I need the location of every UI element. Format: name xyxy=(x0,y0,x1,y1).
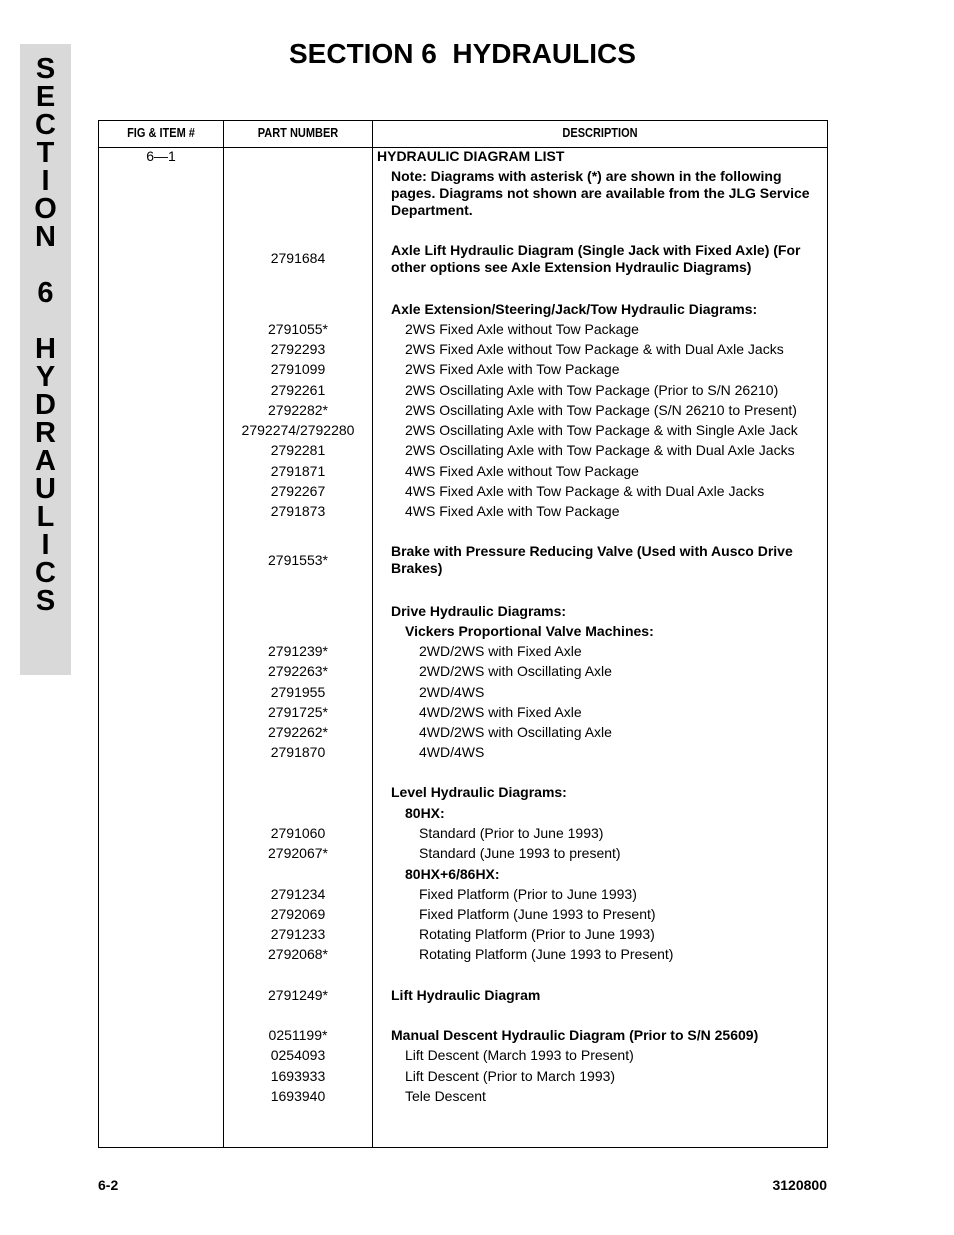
section-side-tab xyxy=(20,44,71,675)
part-number-cell: 2792262* xyxy=(268,724,328,740)
part-number-cell: 2791870 xyxy=(270,744,326,760)
part-number-cell: 2791099 xyxy=(270,361,326,377)
part-number-cell: 2791234 xyxy=(270,886,326,902)
part-number-cell: 2792267 xyxy=(270,483,326,499)
part-number-cell: 2791239* xyxy=(268,643,328,659)
part-number-cell: 2791684 xyxy=(270,250,326,266)
description-cell: Level Hydraulic Diagrams: xyxy=(391,784,567,800)
part-number-cell: 2792274/2792280 xyxy=(241,422,355,438)
side-tab-letter: N xyxy=(35,221,56,253)
side-tab-letter xyxy=(20,250,71,280)
description-cell: 80HX+6/86HX: xyxy=(405,866,500,882)
description-cell: Standard (June 1993 to present) xyxy=(419,845,621,861)
side-tab-letter: S xyxy=(35,585,56,617)
description-cell: Rotating Platform (June 1993 to Present) xyxy=(419,946,674,962)
description-cell: 2WD/2WS with Fixed Axle xyxy=(419,643,582,659)
description-cell: 2WS Oscillating Axle with Tow Package (Prior to S/N 26210) xyxy=(405,382,779,398)
description-cell: Fixed Platform (Prior to June 1993) xyxy=(419,886,637,902)
description-cell: 4WD/2WS with Fixed Axle xyxy=(419,704,582,720)
description-cell: Drive Hydraulic Diagrams: xyxy=(391,603,567,619)
description-cell: 4WS Fixed Axle with Tow Package & with Dual Axle Jacks xyxy=(405,483,765,499)
fig-item-cell: 6—1 xyxy=(146,148,176,164)
part-number-cell: 1693933 xyxy=(270,1068,326,1084)
part-number-cell: 2791871 xyxy=(270,463,326,479)
part-number-cell: 2791955 xyxy=(270,684,326,700)
side-tab-letter: R xyxy=(35,417,56,449)
side-tab-letter: I xyxy=(41,165,50,197)
side-tab-letter: Y xyxy=(35,361,56,393)
part-number-cell: 2791553* xyxy=(268,552,328,568)
description-cell: Lift Hydraulic Diagram xyxy=(391,987,541,1003)
part-number-cell: 2791725* xyxy=(268,704,328,720)
part-number-cell: 2792293 xyxy=(270,341,326,357)
description-cell: 2WS Fixed Axle without Tow Package xyxy=(405,321,639,337)
part-number-cell: 2791055* xyxy=(268,321,328,337)
description-cell: 4WD/2WS with Oscillating Axle xyxy=(419,724,612,740)
description-cell: Brake with Pressure Reducing Valve (Used with Ausco Drive Brakes) xyxy=(391,543,793,576)
description-cell: 4WS Fixed Axle with Tow Package xyxy=(405,503,620,519)
part-number-cell: 0254093 xyxy=(270,1047,326,1063)
part-number-cell: 2792068* xyxy=(268,946,328,962)
footer-doc-number: 3120800 xyxy=(772,1177,827,1193)
side-tab-letter: T xyxy=(36,137,55,169)
side-tab-letter: U xyxy=(35,473,56,505)
side-tab-letter: I xyxy=(41,529,50,561)
side-tab-letter: C xyxy=(35,109,56,141)
part-number-cell: 2792067* xyxy=(268,845,328,861)
description-cell: Vickers Proportional Valve Machines: xyxy=(405,623,654,639)
description-cell: 2WS Oscillating Axle with Tow Package & with Single Axle Jack xyxy=(405,422,798,438)
side-tab-letter: A xyxy=(35,445,56,477)
part-number-cell: 1693940 xyxy=(270,1088,326,1104)
description-cell: Tele Descent xyxy=(405,1088,486,1104)
description-cell: Lift Descent (March 1993 to Present) xyxy=(405,1047,634,1063)
side-tab-letter: S xyxy=(35,53,56,85)
part-number-cell: 2791060 xyxy=(270,825,326,841)
description-cell: 2WS Oscillating Axle with Tow Package (S/N 26210 to Present) xyxy=(405,402,797,418)
description-cell: Axle Extension/Steering/Jack/Tow Hydraulic Diagrams: xyxy=(391,301,758,317)
part-number-cell: 2791233 xyxy=(270,926,326,942)
header-description: DESCRIPTION xyxy=(562,126,638,140)
side-tab-letter: 6 xyxy=(37,277,54,309)
parts-table xyxy=(98,120,828,1148)
description-cell: Fixed Platform (June 1993 to Present) xyxy=(419,906,656,922)
part-number-cell: 2791249* xyxy=(268,987,328,1003)
side-tab-letter: C xyxy=(35,557,56,589)
side-tab-letter: O xyxy=(34,193,57,225)
column-divider xyxy=(372,121,373,1147)
side-tab-letter xyxy=(20,306,71,336)
description-cell: 2WS Fixed Axle with Tow Package xyxy=(405,361,620,377)
description-cell: 2WD/2WS with Oscillating Axle xyxy=(419,663,612,679)
description-cell: Rotating Platform (Prior to June 1993) xyxy=(419,926,655,942)
header-fig-item: FIG & ITEM # xyxy=(127,126,195,140)
part-number-cell: 2792263* xyxy=(268,663,328,679)
description-cell: Note: Diagrams with asterisk (*) are shown in the following pages. Diagrams not shown are available from the JLG Service Department. xyxy=(391,168,810,218)
description-cell: 2WS Oscillating Axle with Tow Package & with Dual Axle Jacks xyxy=(405,442,795,458)
part-number-cell: 2791873 xyxy=(270,503,326,519)
part-number-cell: 0251199* xyxy=(268,1027,328,1043)
description-cell: 4WS Fixed Axle without Tow Package xyxy=(405,463,639,479)
description-cell: HYDRAULIC DIAGRAM LIST xyxy=(377,148,565,164)
part-number-cell: 2792281 xyxy=(270,442,326,458)
description-cell: Standard (Prior to June 1993) xyxy=(419,825,604,841)
page-title: SECTION 6 HYDRAULICS xyxy=(289,38,636,69)
header-part-number: PART NUMBER xyxy=(257,126,339,140)
part-number-cell: 2792261 xyxy=(270,382,326,398)
side-tab-letter: H xyxy=(35,333,56,365)
footer-page-number: 6-2 xyxy=(98,1177,119,1193)
description-cell: 4WD/4WS xyxy=(419,744,485,760)
description-cell: Lift Descent (Prior to March 1993) xyxy=(405,1068,616,1084)
description-cell: Axle Lift Hydraulic Diagram (Single Jack with Fixed Axle) (For other options see Axle Extension Hydraulic Diagrams) xyxy=(391,242,801,275)
side-tab-letter: D xyxy=(35,389,56,421)
side-tab-letter: E xyxy=(35,81,56,113)
side-tab-letter: L xyxy=(36,501,55,533)
part-number-cell: 2792282* xyxy=(268,402,328,418)
description-cell: Manual Descent Hydraulic Diagram (Prior to S/N 25609) xyxy=(391,1027,759,1043)
description-cell: 80HX: xyxy=(405,805,445,821)
description-cell: 2WS Fixed Axle without Tow Package & with Dual Axle Jacks xyxy=(405,341,784,357)
description-cell: 2WD/4WS xyxy=(419,684,485,700)
part-number-cell: 2792069 xyxy=(270,906,326,922)
